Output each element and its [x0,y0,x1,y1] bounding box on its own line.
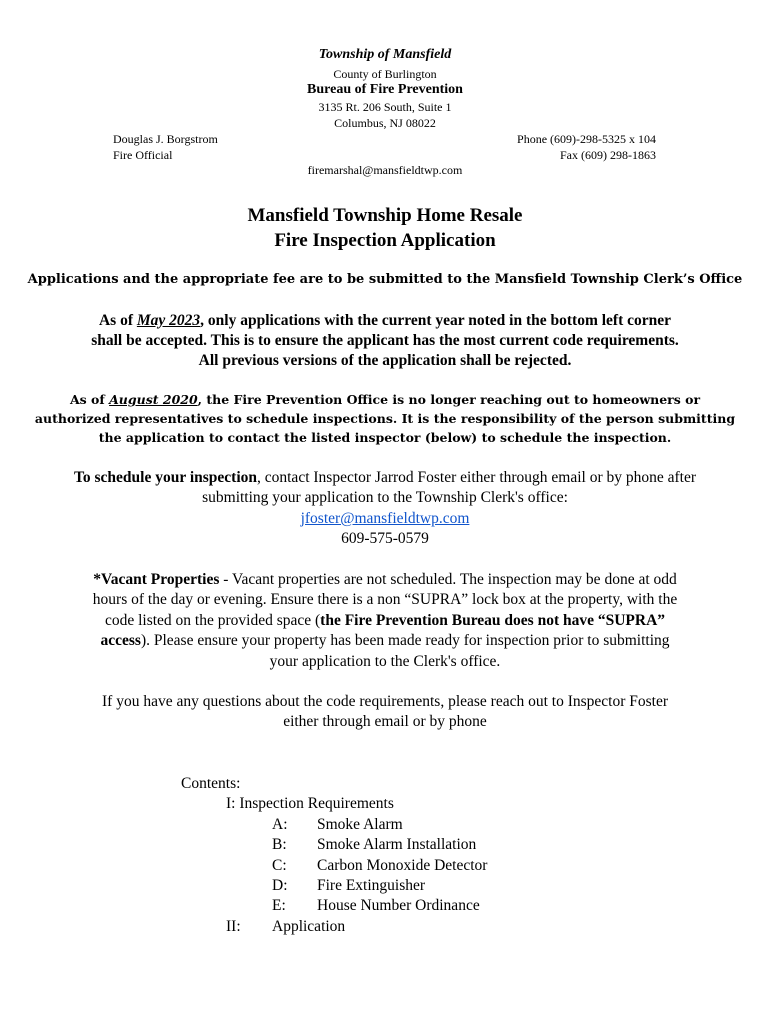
contents-item-letter: E: [272,897,286,914]
schedule-text: , contact Inspector Jarrod Foster either through email or by phone after [257,469,697,486]
contents-item-letter: A: [272,816,288,833]
county-name: County of Burlington [333,67,437,81]
contents-item-label: House Number Ordinance [317,897,480,914]
schedule-line-2: submitting your application to the Township Clerk's office: [202,489,568,506]
document-title-line-1: Mansfield Township Home Resale [247,205,523,226]
contents-section-1: I: Inspection Requirements [226,795,394,812]
contents-item-letter: C: [272,857,287,874]
contents-item-label: Smoke Alarm Installation [317,836,477,853]
document-title-line-2: Fire Inspection Application [274,230,496,251]
vacant-line-5: your application to the Clerk's office. [269,653,501,670]
address-line-1: 3135 Rt. 206 South, Suite 1 [318,100,452,114]
vacant-emphasis: the Fire Prevention Bureau does not have “SUPRA” [320,612,666,629]
township-name: Township of Mansfield [318,47,452,62]
contents-heading: Contents: [181,775,241,792]
vacant-line-4 [0,631,770,652]
notice-may-2023-line-3: All previous versions of the application shall be rejected. [198,352,572,369]
inspector-email-link[interactable]: jfoster@mansfieldtwp.com [300,510,470,527]
vacant-line-2: hours of the day or evening. Ensure there is a non “SUPRA” lock box at the property, with the [92,591,678,608]
notice-may-2023-line-1 [0,311,770,332]
schedule-lead: To schedule your inspection [73,469,257,486]
contents-item-label: Carbon Monoxide Detector [317,857,488,874]
vacant-emphasis: access [100,632,141,649]
fax-number: Fax (609) 298-1863 [560,148,656,162]
address-line-2: Columbus, NJ 08022 [334,116,436,130]
vacant-text: - Vacant properties are not scheduled. The inspection may be done at odd [219,571,677,588]
questions-line-2: either through email or by phone [283,713,487,730]
notice-text: , the Fire Prevention Office is no longer reaching out to homeowners or [197,392,701,407]
phone-number: Phone (609)-298-5325 x 104 [517,132,656,146]
notice-text: , only applications with the current year noted in the bottom left corner [200,312,672,329]
official-name: Douglas J. Borgstrom [113,132,218,146]
contents-item-letter: B: [272,836,287,853]
vacant-lead: *Vacant Properties [93,571,220,588]
vacant-text: code listed on the provided space ( [104,612,321,629]
contents-item-label: Smoke Alarm [317,816,403,833]
official-title: Fire Official [113,148,173,162]
schedule-line-1 [0,468,770,489]
contents-item-label: Fire Extinguisher [317,877,426,894]
office-email: firemarshal@mansfieldtwp.com [307,163,463,177]
inspector-email-row [0,509,770,530]
vacant-line-1 [0,570,770,591]
notice-august-2020-line-2: authorized representatives to schedule inspections. It is the responsibility of the person submitting [34,411,736,426]
notice-date: May 2023 [136,312,201,329]
notice-prefix: As of [98,312,137,329]
contents-item-letter: D: [272,877,288,894]
contents-section-2-label: Application [272,918,346,935]
submission-note: Applications and the appropriate fee are to be submitted to the Mansfield Township Clerk’s Office [27,272,743,287]
vacant-line-3 [0,611,770,632]
bureau-name: Bureau of Fire Prevention [307,82,463,97]
questions-line-1: If you have any questions about the code requirements, please reach out to Inspector Foster [102,693,668,710]
notice-may-2023-line-2: shall be accepted. This is to ensure the applicant has the most current code requirements. [91,332,679,349]
notice-august-2020-line-3: the application to contact the listed inspector (below) to schedule the inspection. [98,430,672,445]
notice-date: August 2020 [109,392,198,407]
inspector-phone: 609-575-0579 [341,530,429,547]
notice-august-2020-line-1 [0,390,770,410]
contents-section-2-number: II: [226,918,241,935]
vacant-text: ). Please ensure your property has been made ready for inspection prior to submitting [140,632,670,649]
notice-prefix: As of [69,392,110,407]
